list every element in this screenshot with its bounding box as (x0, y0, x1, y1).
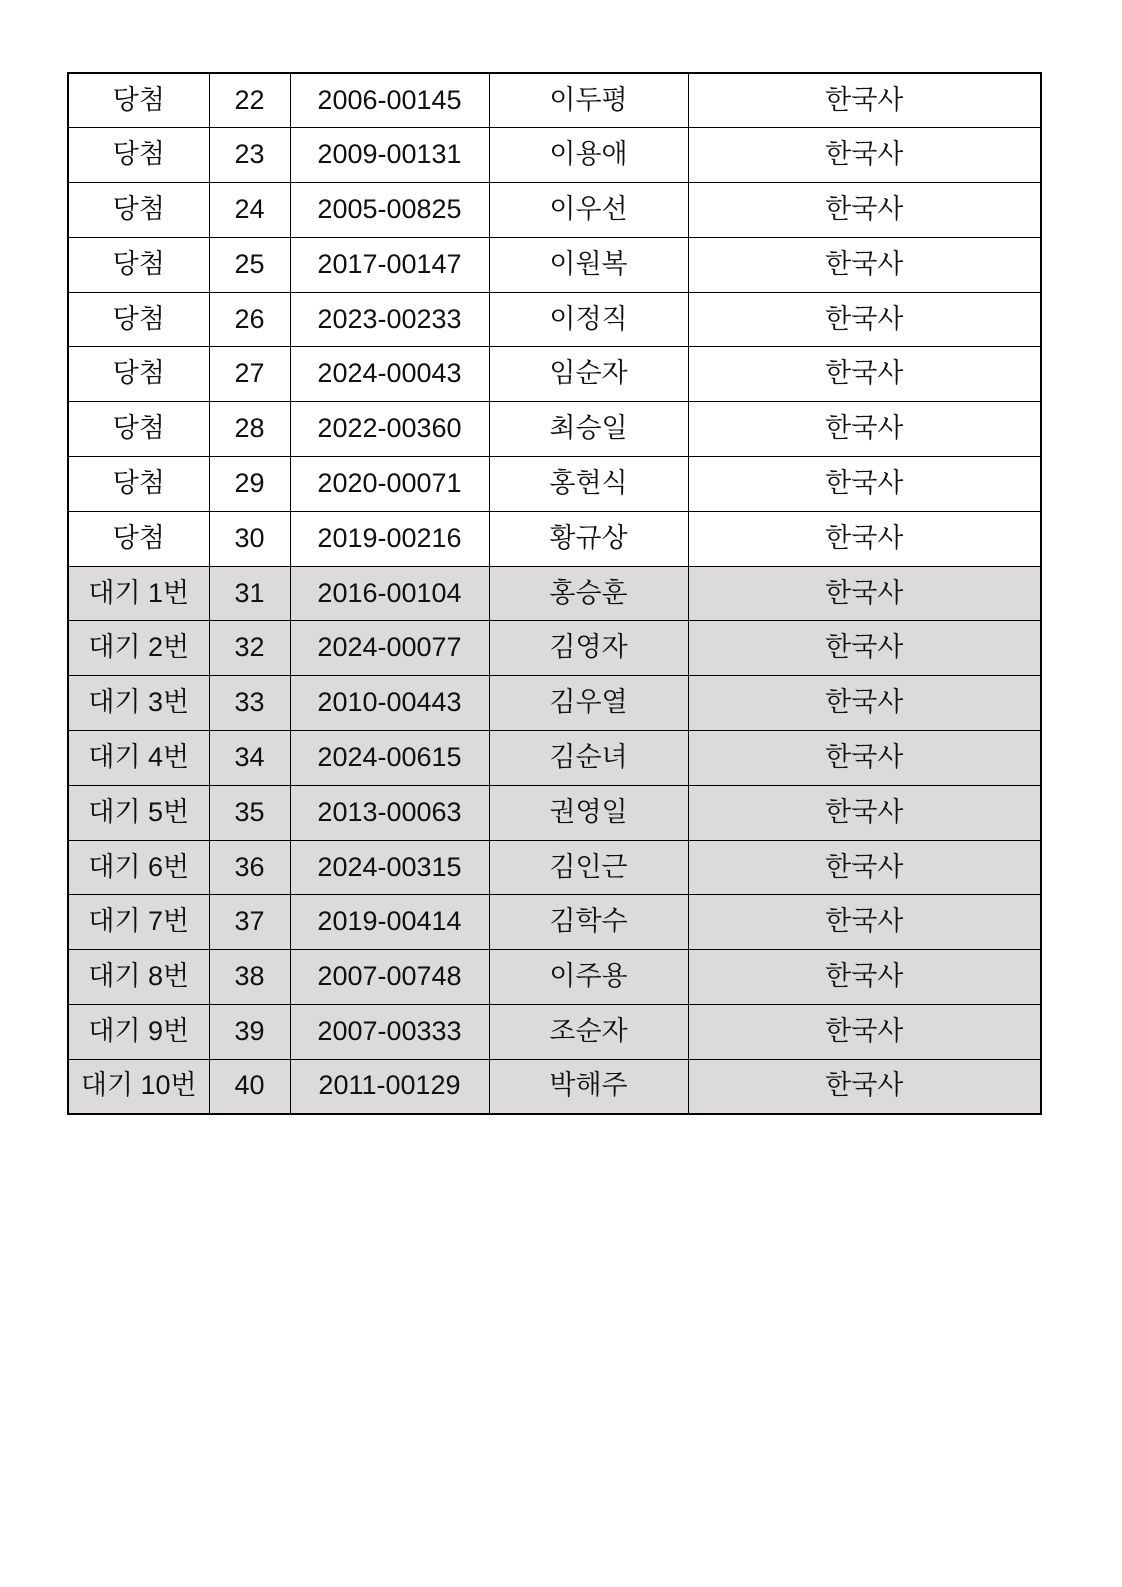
subject-cell: 한국사 (688, 128, 1041, 183)
registration-id-cell: 2016-00104 (290, 566, 489, 621)
subject-cell: 한국사 (688, 1005, 1041, 1060)
name-cell: 김학수 (489, 895, 688, 950)
table-row (68, 1005, 1041, 1060)
subject-cell: 한국사 (688, 621, 1041, 676)
subject-cell: 한국사 (688, 237, 1041, 292)
table-row (68, 347, 1041, 402)
name-cell: 권영일 (489, 785, 688, 840)
status-cell: 대기 9번 (68, 1005, 209, 1060)
name-cell: 이우선 (489, 183, 688, 238)
table-row (68, 1059, 1041, 1114)
status-cell: 당첨 (68, 511, 209, 566)
registration-id-cell: 2019-00414 (290, 895, 489, 950)
name-cell: 김인근 (489, 840, 688, 895)
subject-cell: 한국사 (688, 785, 1041, 840)
status-cell: 대기 7번 (68, 895, 209, 950)
subject-cell: 한국사 (688, 402, 1041, 457)
table-row (68, 731, 1041, 786)
table-row (68, 457, 1041, 512)
table-row (68, 566, 1041, 621)
number-cell: 40 (209, 1059, 290, 1114)
status-cell: 대기 2번 (68, 621, 209, 676)
name-cell: 최승일 (489, 402, 688, 457)
registration-id-cell: 2006-00145 (290, 73, 489, 128)
registration-id-cell: 2023-00233 (290, 292, 489, 347)
status-cell: 대기 3번 (68, 676, 209, 731)
table-row (68, 128, 1041, 183)
number-cell: 32 (209, 621, 290, 676)
name-cell: 김우열 (489, 676, 688, 731)
table-body (68, 73, 1041, 1114)
number-cell: 22 (209, 73, 290, 128)
number-cell: 33 (209, 676, 290, 731)
registration-id-cell: 2020-00071 (290, 457, 489, 512)
subject-cell: 한국사 (688, 566, 1041, 621)
number-cell: 30 (209, 511, 290, 566)
table-row (68, 511, 1041, 566)
table-row (68, 621, 1041, 676)
number-cell: 25 (209, 237, 290, 292)
name-cell: 박해주 (489, 1059, 688, 1114)
table-row (68, 292, 1041, 347)
status-cell: 당첨 (68, 292, 209, 347)
registration-id-cell: 2007-00748 (290, 950, 489, 1005)
subject-cell: 한국사 (688, 347, 1041, 402)
name-cell: 이두평 (489, 73, 688, 128)
registration-id-cell: 2005-00825 (290, 183, 489, 238)
status-cell: 대기 6번 (68, 840, 209, 895)
registration-id-cell: 2011-00129 (290, 1059, 489, 1114)
subject-cell: 한국사 (688, 895, 1041, 950)
name-cell: 이용애 (489, 128, 688, 183)
number-cell: 34 (209, 731, 290, 786)
table-row (68, 73, 1041, 128)
subject-cell: 한국사 (688, 183, 1041, 238)
subject-cell: 한국사 (688, 1059, 1041, 1114)
number-cell: 38 (209, 950, 290, 1005)
registration-id-cell: 2019-00216 (290, 511, 489, 566)
name-cell: 이주용 (489, 950, 688, 1005)
number-cell: 31 (209, 566, 290, 621)
subject-cell: 한국사 (688, 292, 1041, 347)
subject-cell: 한국사 (688, 511, 1041, 566)
status-cell: 당첨 (68, 183, 209, 238)
subject-cell: 한국사 (688, 73, 1041, 128)
number-cell: 26 (209, 292, 290, 347)
number-cell: 28 (209, 402, 290, 457)
registration-id-cell: 2022-00360 (290, 402, 489, 457)
name-cell: 임순자 (489, 347, 688, 402)
status-cell: 당첨 (68, 347, 209, 402)
subject-cell: 한국사 (688, 840, 1041, 895)
name-cell: 조순자 (489, 1005, 688, 1060)
registration-id-cell: 2017-00147 (290, 237, 489, 292)
status-cell: 당첨 (68, 402, 209, 457)
lottery-result-table (67, 72, 1042, 1115)
subject-cell: 한국사 (688, 731, 1041, 786)
name-cell: 홍현식 (489, 457, 688, 512)
subject-cell: 한국사 (688, 457, 1041, 512)
name-cell: 김영자 (489, 621, 688, 676)
registration-id-cell: 2024-00043 (290, 347, 489, 402)
number-cell: 35 (209, 785, 290, 840)
number-cell: 39 (209, 1005, 290, 1060)
table-row (68, 237, 1041, 292)
table-row (68, 785, 1041, 840)
number-cell: 29 (209, 457, 290, 512)
name-cell: 홍승훈 (489, 566, 688, 621)
subject-cell: 한국사 (688, 676, 1041, 731)
registration-id-cell: 2024-00315 (290, 840, 489, 895)
number-cell: 36 (209, 840, 290, 895)
name-cell: 황규상 (489, 511, 688, 566)
number-cell: 37 (209, 895, 290, 950)
table-row (68, 676, 1041, 731)
subject-cell: 한국사 (688, 950, 1041, 1005)
status-cell: 대기 1번 (68, 566, 209, 621)
registration-id-cell: 2013-00063 (290, 785, 489, 840)
status-cell: 대기 5번 (68, 785, 209, 840)
table-row (68, 402, 1041, 457)
number-cell: 23 (209, 128, 290, 183)
name-cell: 이정직 (489, 292, 688, 347)
registration-id-cell: 2010-00443 (290, 676, 489, 731)
status-cell: 대기 10번 (68, 1059, 209, 1114)
status-cell: 당첨 (68, 73, 209, 128)
registration-id-cell: 2024-00077 (290, 621, 489, 676)
registration-id-cell: 2007-00333 (290, 1005, 489, 1060)
status-cell: 대기 8번 (68, 950, 209, 1005)
table-row (68, 950, 1041, 1005)
registration-id-cell: 2024-00615 (290, 731, 489, 786)
name-cell: 이원복 (489, 237, 688, 292)
registration-id-cell: 2009-00131 (290, 128, 489, 183)
status-cell: 당첨 (68, 457, 209, 512)
table-row (68, 840, 1041, 895)
status-cell: 당첨 (68, 237, 209, 292)
status-cell: 대기 4번 (68, 731, 209, 786)
number-cell: 27 (209, 347, 290, 402)
number-cell: 24 (209, 183, 290, 238)
table-row (68, 895, 1041, 950)
table-row (68, 183, 1041, 238)
name-cell: 김순녀 (489, 731, 688, 786)
status-cell: 당첨 (68, 128, 209, 183)
